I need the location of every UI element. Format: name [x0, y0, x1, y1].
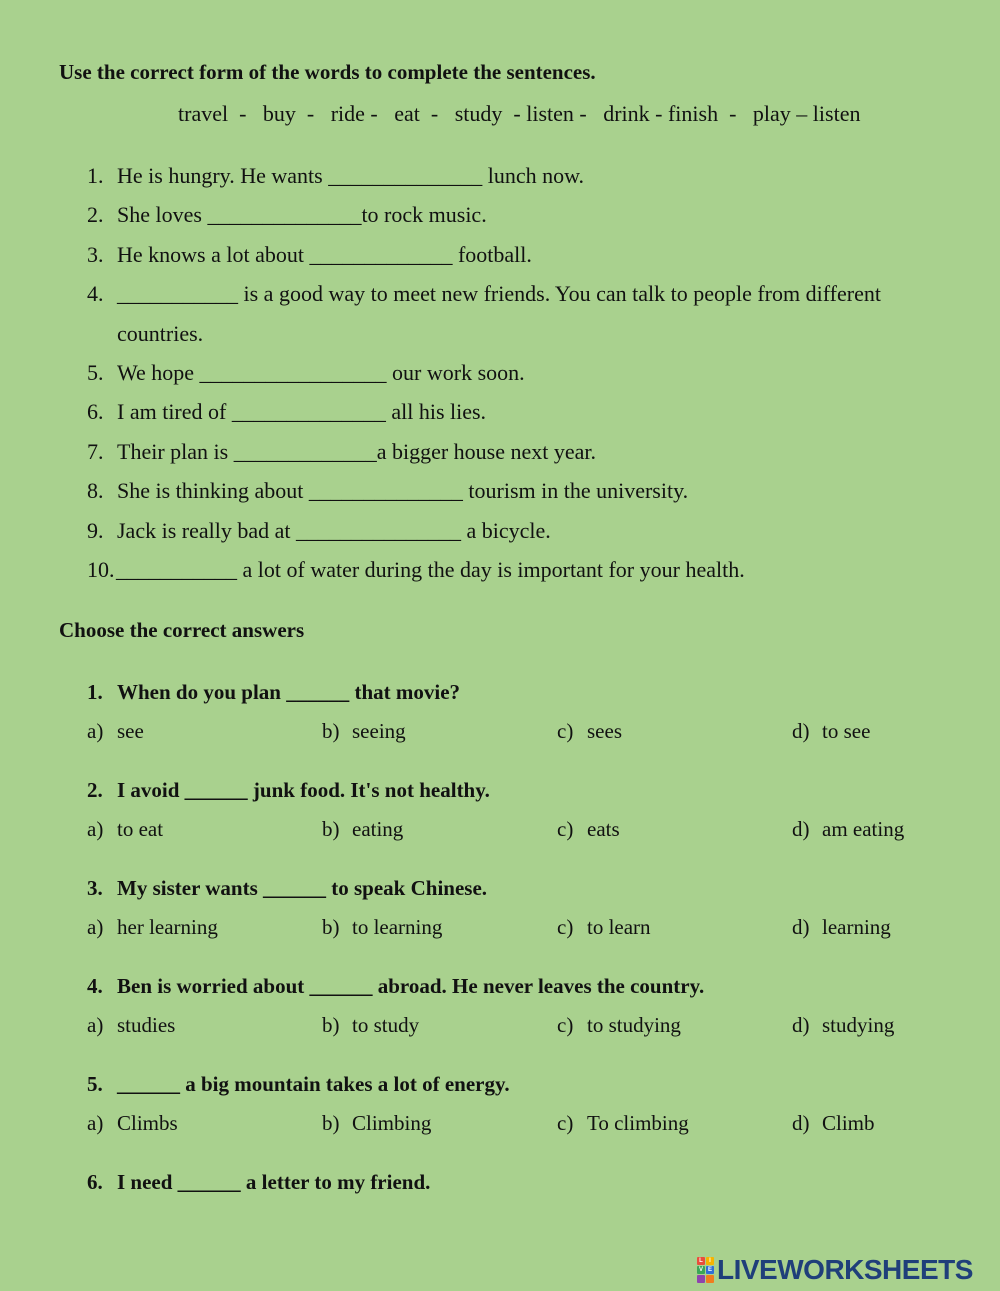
- fill-item-1: [87, 156, 927, 195]
- mcq-question-1: [87, 677, 967, 749]
- option-c[interactable]: c) To climbing: [557, 1111, 689, 1135]
- fill-item-7: [87, 432, 927, 471]
- item-number: 2.: [87, 202, 104, 228]
- item-number: 10.: [87, 557, 115, 583]
- option-a[interactable]: a) Climbs: [87, 1111, 178, 1135]
- fill-item-6: [87, 392, 927, 431]
- item-number: 8.: [87, 478, 104, 504]
- item-number: 3.: [87, 241, 104, 267]
- item-text: She is thinking about ______________ tourism in the university.: [117, 478, 689, 504]
- liveworksheets-logo-icon: L I V E: [697, 1257, 714, 1283]
- fill-item-4: [87, 274, 927, 353]
- item-number: 7.: [87, 438, 104, 464]
- item-number: 4.: [87, 281, 104, 307]
- fill-item-5: [87, 353, 927, 392]
- fill-item-3: [87, 235, 927, 274]
- section2-instruction: Choose the correct answers: [59, 618, 305, 642]
- item-text: I am tired of ______________ all his lies.: [117, 399, 487, 425]
- options-row: [87, 719, 967, 749]
- options-row: [87, 915, 967, 945]
- question-number: 5.: [87, 1072, 103, 1096]
- item-number: 6.: [87, 399, 104, 425]
- option-d[interactable]: d) studying: [792, 1013, 895, 1037]
- option-d[interactable]: d) to see: [792, 719, 871, 743]
- options-row: [87, 817, 967, 847]
- option-c[interactable]: c) to studying: [557, 1013, 681, 1037]
- option-c[interactable]: c) sees: [557, 719, 622, 743]
- mcq-question-2: [87, 775, 967, 847]
- options-row: [87, 1111, 967, 1141]
- question-text: My sister wants ______ to speak Chinese.: [117, 876, 488, 900]
- fill-item-10: [87, 550, 927, 589]
- question-number: 4.: [87, 974, 103, 998]
- mcq-question-6: [87, 1167, 967, 1197]
- option-d[interactable]: d) am eating: [792, 817, 905, 841]
- item-text: He is hungry. He wants ______________ lunch now.: [117, 163, 585, 188]
- mcq-question-3: [87, 873, 967, 945]
- section1-instruction: Use the correct form of the words to complete the sentences.: [59, 60, 596, 84]
- option-c[interactable]: c) to learn: [557, 915, 651, 939]
- liveworksheets-logo-text: LIVEWORKSHEETS: [717, 1254, 973, 1285]
- option-d[interactable]: d) learning: [792, 915, 891, 939]
- item-text: We hope _________________ our work soon.: [117, 360, 525, 386]
- item-text: She loves ______________to rock music.: [117, 202, 487, 228]
- option-b[interactable]: b) to study: [322, 1013, 420, 1037]
- question-text: Ben is worried about ______ abroad. He never leaves the country.: [117, 974, 705, 998]
- item-text: ___________ is a good way to meet new friends. You can talk to people from different countries.: [117, 281, 881, 346]
- question-number: 2.: [87, 778, 103, 802]
- item-number: 1.: [87, 163, 104, 188]
- item-text: ___________ a lot of water during the day is important for your health.: [116, 557, 745, 583]
- option-a[interactable]: a) studies: [87, 1013, 176, 1037]
- option-c[interactable]: c) eats: [557, 817, 620, 841]
- item-text: Their plan is _____________a bigger house next year.: [117, 438, 597, 464]
- question-text: I avoid ______ junk food. It's not healthy.: [117, 778, 490, 802]
- question-number: 3.: [87, 876, 103, 900]
- option-a[interactable]: a) to eat: [87, 817, 164, 841]
- fill-item-2: [87, 195, 927, 234]
- item-number: 5.: [87, 360, 104, 386]
- item-text: Jack is really bad at _______________ a bicycle.: [117, 517, 551, 543]
- question-text: ______ a big mountain takes a lot of energy.: [117, 1072, 510, 1096]
- fill-in-list: [87, 156, 927, 589]
- mcq-question-4: [87, 971, 967, 1043]
- options-row: [87, 1013, 967, 1043]
- option-b[interactable]: b) to learning: [322, 915, 443, 939]
- option-d[interactable]: d) Climb: [792, 1111, 875, 1135]
- item-number: 9.: [87, 517, 104, 543]
- fill-item-8: [87, 471, 927, 510]
- option-a[interactable]: a) see: [87, 719, 144, 743]
- mcq-question-5: [87, 1069, 967, 1141]
- option-b[interactable]: b) Climbing: [322, 1111, 432, 1135]
- option-b[interactable]: b) seeing: [322, 719, 406, 743]
- question-number: 1.: [87, 680, 103, 704]
- word-bank: travel - buy - ride - eat - study - listen - drink - finish - play – listen: [178, 101, 861, 126]
- question-text: I need ______ a letter to my friend.: [117, 1170, 431, 1194]
- question-number: 6.: [87, 1170, 103, 1194]
- option-a[interactable]: a) her learning: [87, 915, 218, 939]
- liveworksheets-logo: [697, 1254, 973, 1286]
- question-text: When do you plan ______ that movie?: [117, 680, 461, 704]
- option-b[interactable]: b) eating: [322, 817, 404, 841]
- item-text: He knows a lot about _____________ football.: [117, 241, 532, 267]
- fill-item-9: [87, 511, 927, 550]
